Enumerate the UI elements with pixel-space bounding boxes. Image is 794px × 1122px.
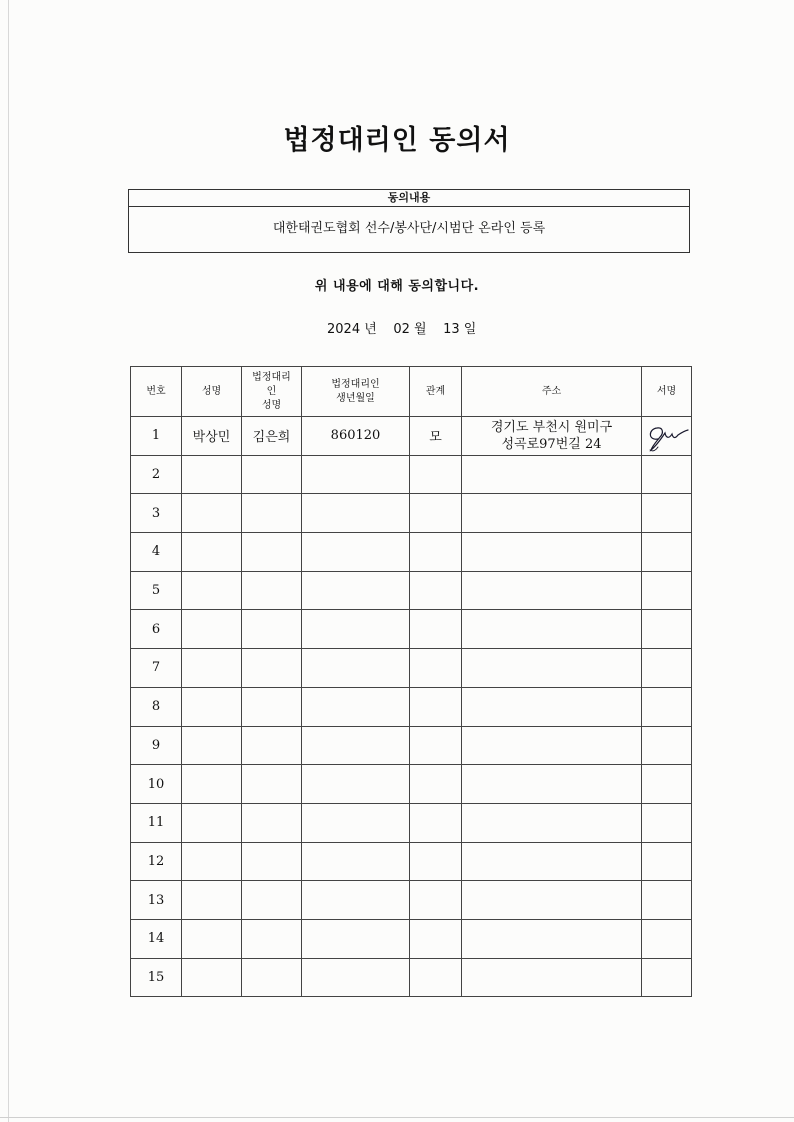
cell-signature bbox=[642, 417, 692, 456]
cell-guardian-name: 김은희 bbox=[242, 417, 302, 456]
table-row bbox=[131, 455, 692, 494]
cell-no: 15 bbox=[131, 958, 182, 997]
date-day-unit: 일 bbox=[463, 322, 477, 337]
table-row bbox=[131, 649, 692, 688]
cell-no: 11 bbox=[131, 803, 182, 842]
address-line: 경기도 부천시 원미구 bbox=[490, 419, 613, 435]
cell-no: 5 bbox=[131, 571, 182, 610]
date-line bbox=[327, 318, 476, 337]
header-line: 성명 bbox=[261, 399, 282, 411]
header-line: 인 bbox=[266, 385, 277, 397]
table-row bbox=[131, 726, 692, 765]
table-row bbox=[131, 958, 692, 997]
header-line: 법정대리인 bbox=[331, 378, 380, 390]
table-row bbox=[131, 417, 692, 456]
header-no: 번호 bbox=[131, 367, 182, 417]
cell-no: 10 bbox=[131, 765, 182, 804]
table-row bbox=[131, 533, 692, 572]
agree-statement: 위 내용에 대해 동의합니다. bbox=[314, 279, 480, 294]
cell-guardian-birth: 860120 bbox=[302, 417, 410, 456]
cell-no: 14 bbox=[131, 919, 182, 958]
cell-relation: 모 bbox=[410, 417, 462, 456]
table-row bbox=[131, 687, 692, 726]
table-row bbox=[131, 803, 692, 842]
cell-no: 2 bbox=[131, 455, 182, 494]
date-year: 2024 bbox=[327, 322, 361, 337]
page-edge bbox=[8, 0, 9, 1122]
table-row bbox=[131, 919, 692, 958]
cell-address bbox=[462, 417, 642, 456]
table-header-row bbox=[131, 367, 692, 417]
table-row bbox=[131, 842, 692, 881]
cell-no: 12 bbox=[131, 842, 182, 881]
cell-no: 1 bbox=[131, 417, 182, 456]
cell-no: 6 bbox=[131, 610, 182, 649]
address-line: 성곡로97번길 24 bbox=[501, 436, 602, 452]
table-row bbox=[131, 610, 692, 649]
document-title: 법정대리인 동의서 bbox=[283, 125, 511, 156]
date-month-unit: 월 bbox=[414, 322, 427, 337]
header-relation: 관계 bbox=[410, 367, 462, 417]
guardian-table bbox=[130, 366, 692, 997]
page-edge bbox=[0, 1117, 794, 1118]
table-row bbox=[131, 881, 692, 920]
table-row bbox=[131, 571, 692, 610]
cell-no: 7 bbox=[131, 649, 182, 688]
consent-header: 동의내용 bbox=[129, 190, 689, 207]
consent-box bbox=[128, 189, 690, 253]
cell-no: 3 bbox=[131, 494, 182, 533]
consent-content: 대한태권도협회 선수/봉사단/시범단 온라인 등록 bbox=[272, 221, 546, 236]
table-row bbox=[131, 765, 692, 804]
header-address: 주소 bbox=[462, 367, 642, 417]
date-month: 02 bbox=[393, 322, 410, 337]
header-line: 생년월일 bbox=[336, 392, 375, 404]
header-line: 법정대리 bbox=[252, 371, 291, 383]
table-row bbox=[131, 494, 692, 533]
header-name: 성명 bbox=[182, 367, 242, 417]
cell-no: 9 bbox=[131, 726, 182, 765]
cell-no: 13 bbox=[131, 881, 182, 920]
handwritten-signature bbox=[644, 419, 690, 453]
cell-no: 8 bbox=[131, 687, 182, 726]
date-day: 13 bbox=[443, 322, 460, 337]
header-signature: 서명 bbox=[642, 367, 692, 417]
cell-name: 박상민 bbox=[182, 417, 242, 456]
header-guardian-name bbox=[242, 367, 302, 417]
header-guardian-birth bbox=[302, 367, 410, 417]
date-year-unit: 년 bbox=[364, 322, 377, 337]
cell-no: 4 bbox=[131, 533, 182, 572]
